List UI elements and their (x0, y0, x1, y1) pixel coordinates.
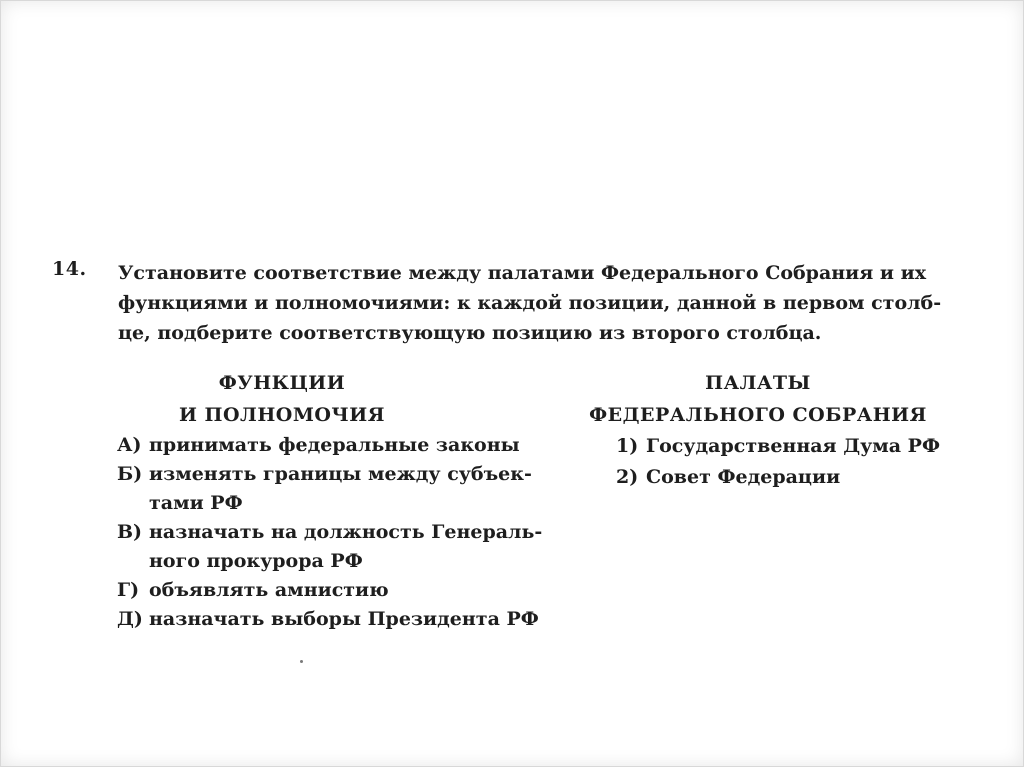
chambers-column (578, 367, 958, 493)
function-item-a (117, 431, 577, 460)
item-text: назначать на должность Генераль- (149, 521, 543, 543)
function-item-v (117, 518, 577, 576)
chambers-heading (578, 367, 938, 431)
item-letter: В) (117, 521, 143, 543)
heading-line: И ПОЛНОМОЧИЯ (178, 404, 385, 426)
functions-column (117, 367, 577, 634)
function-item-d (117, 605, 577, 634)
heading-line: ФУНКЦИИ (218, 372, 346, 394)
item-letter: А) (117, 434, 142, 456)
task-instruction (118, 258, 982, 348)
heading-line: ПАЛАТЫ (705, 372, 811, 394)
item-text: Совет Федерации (646, 466, 841, 488)
function-item-b (117, 460, 577, 518)
function-item-g (117, 576, 577, 605)
item-letter: Г) (117, 579, 140, 601)
task-number: 14. (52, 258, 87, 280)
item-text: объявлять амнистию (149, 579, 389, 601)
task-line: Установите соответствие между палатами Федерального Собрания и их (118, 262, 927, 284)
item-letter: Б) (117, 463, 143, 485)
item-text: назначать выборы Президента РФ (149, 608, 539, 630)
item-number: 2) (616, 466, 639, 488)
item-number: 1) (616, 435, 639, 457)
item-text: ного прокурора РФ (149, 550, 363, 572)
item-text: изменять границы между субъек- (149, 463, 532, 485)
chambers-list (616, 431, 958, 493)
scan-speck (300, 660, 303, 663)
task-line: функциями и полномочиями: к каждой позиции, данной в первом столб- (118, 292, 942, 314)
item-text: принимать федеральные законы (149, 434, 520, 456)
item-text: тами РФ (149, 492, 243, 514)
heading-line: ФЕДЕРАЛЬНОГО СОБРАНИЯ (589, 404, 927, 426)
item-letter: Д) (117, 608, 143, 630)
functions-heading (117, 367, 447, 431)
item-text: Государственная Дума РФ (646, 435, 940, 457)
task-line: це, подберите соответствующую позицию из второго столбца. (118, 322, 822, 344)
chamber-item-2 (616, 462, 958, 493)
chamber-item-1 (616, 431, 958, 462)
